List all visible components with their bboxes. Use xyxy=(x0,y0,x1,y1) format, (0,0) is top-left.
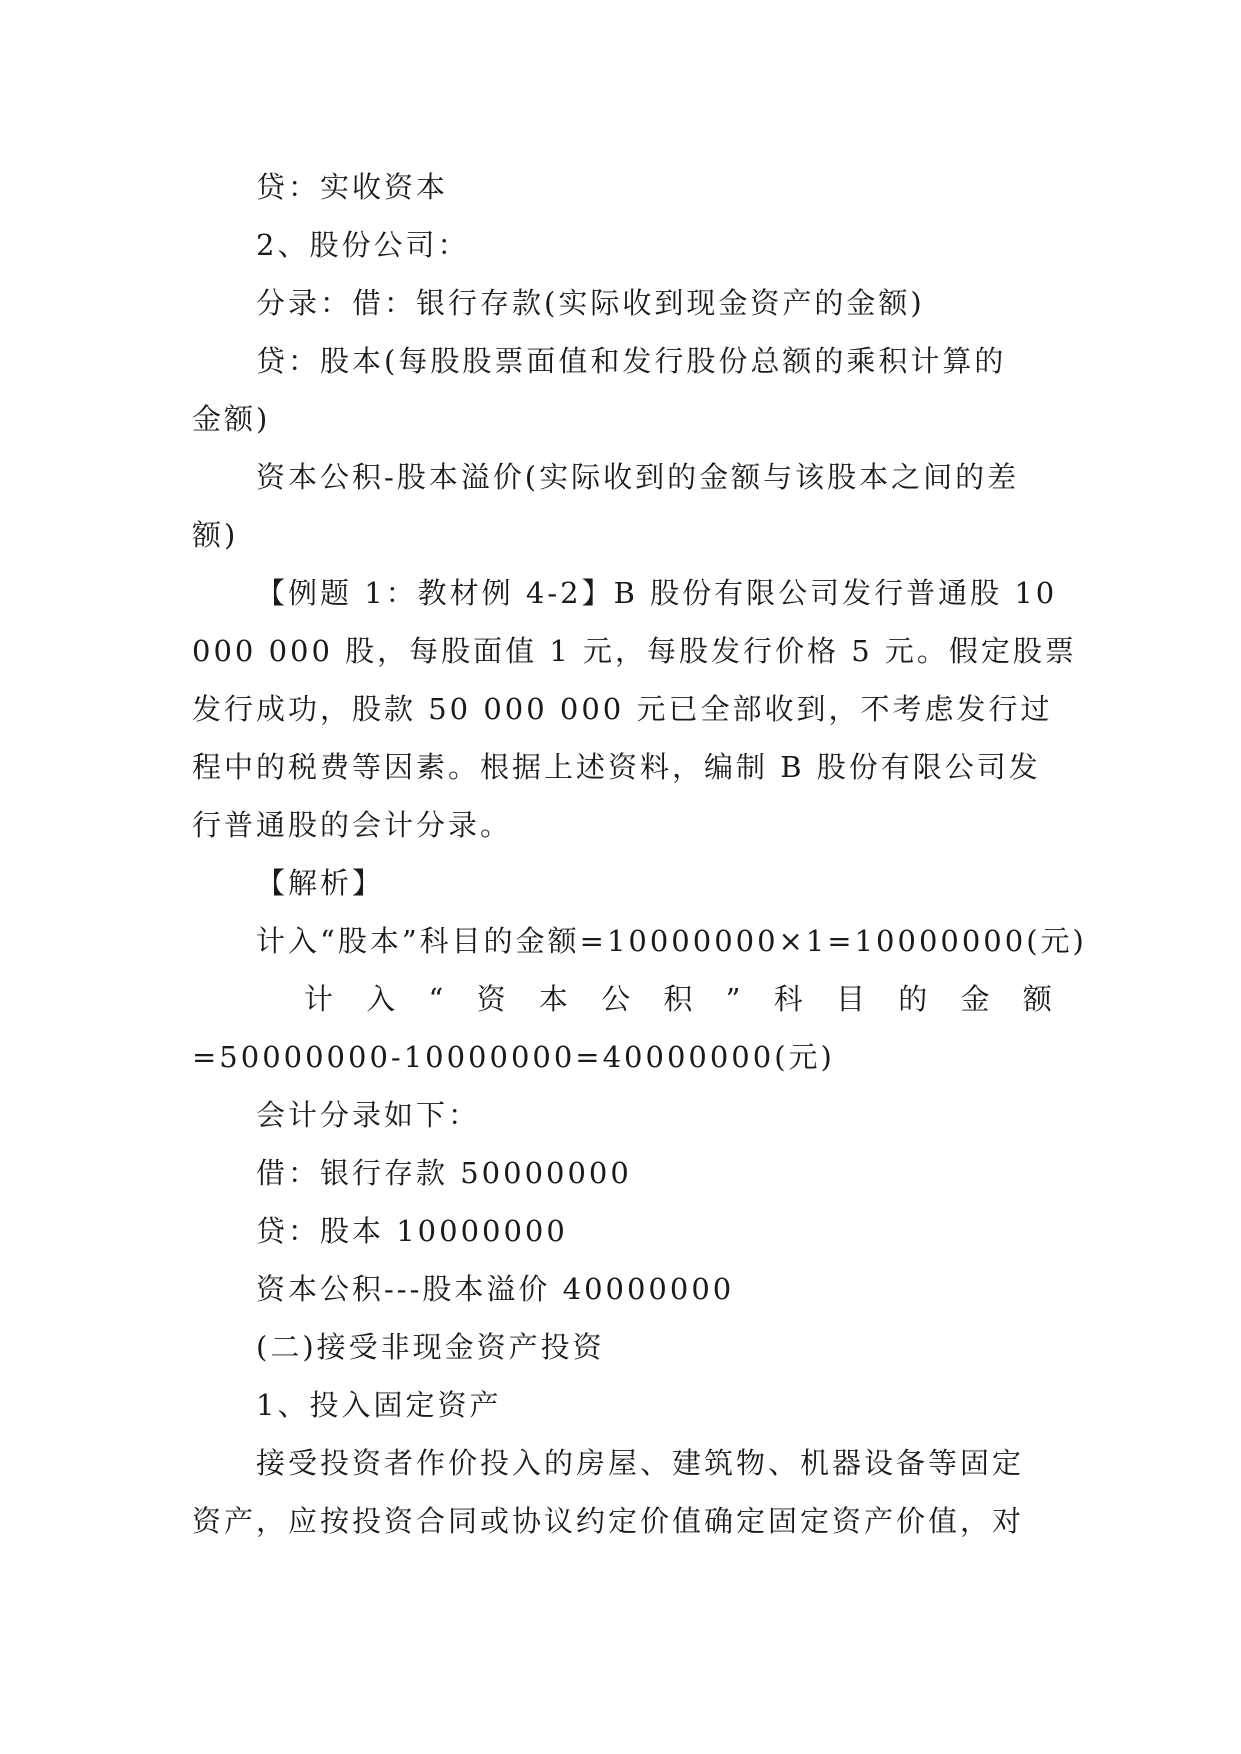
text-line: 发行成功，股款 50 000 000 元已全部收到，不考虑发行过 xyxy=(192,692,1053,726)
spaced-char: 额 xyxy=(1022,982,1052,1016)
spaced-char: 入 xyxy=(366,982,396,1016)
text-line: 行普通股的会计分录。 xyxy=(192,808,513,842)
spaced-char: 金 xyxy=(960,982,990,1016)
text-line: 资产，应按投资合同或协议约定价值确定固定资产价值，对 xyxy=(192,1504,1025,1538)
spaced-char: 积 xyxy=(663,982,693,1016)
text-line: 贷：股本(每股股票面值和发行股份总额的乘积计算的 xyxy=(256,344,1007,378)
formula-line: =50000000-10000000=40000000(元) xyxy=(192,1040,835,1074)
analysis-heading: 【解析】 xyxy=(256,866,385,900)
text-line: 额) xyxy=(192,518,239,552)
section-heading: (二)接受非现金资产投资 xyxy=(256,1330,605,1364)
text-line: 分录：借：银行存款(实际收到现金资产的金额) xyxy=(256,286,925,320)
spaced-char: 科 xyxy=(773,982,803,1016)
spaced-char: 目 xyxy=(836,982,866,1016)
document-body xyxy=(192,158,1087,1550)
text-line: 贷：实收资本 xyxy=(256,170,449,204)
spaced-char: 资 xyxy=(476,982,506,1016)
text-line: 贷：股本 10000000 xyxy=(256,1214,568,1248)
spaced-text-line xyxy=(192,970,1052,1028)
text-line: 会计分录如下： xyxy=(256,1098,481,1132)
spaced-char: 公 xyxy=(601,982,631,1016)
text-line: 程中的税费等因素。根据上述资料，编制 B 股份有限公司发 xyxy=(192,750,1041,784)
formula-line: 计入“股本”科目的金额=10000000×1=10000000(元) xyxy=(256,924,1087,958)
spaced-char: 本 xyxy=(538,982,568,1016)
text-line: 资本公积-股本溢价(实际收到的金额与该股本之间的差 xyxy=(256,460,1020,494)
example-heading-line: 【例题 1：教材例 4-2】B 股份有限公司发行普通股 10 xyxy=(256,576,1058,610)
subsection-heading: 1、投入固定资产 xyxy=(256,1388,502,1422)
spaced-char: ” xyxy=(725,982,741,1016)
spaced-char: 计 xyxy=(304,982,334,1016)
text-line: 接受投资者作价投入的房屋、建筑物、机器设备等固定 xyxy=(256,1446,1025,1480)
text-line: 2、股份公司： xyxy=(256,228,470,262)
text-line: 借：银行存款 50000000 xyxy=(256,1156,632,1190)
spaced-char: “ xyxy=(428,982,444,1016)
spaced-char: 的 xyxy=(898,982,928,1016)
text-line: 资本公积---股本溢价 40000000 xyxy=(256,1272,735,1306)
text-line: 000 000 股，每股面值 1 元，每股发行价格 5 元。假定股票 xyxy=(192,634,1077,668)
text-line: 金额) xyxy=(192,402,271,436)
